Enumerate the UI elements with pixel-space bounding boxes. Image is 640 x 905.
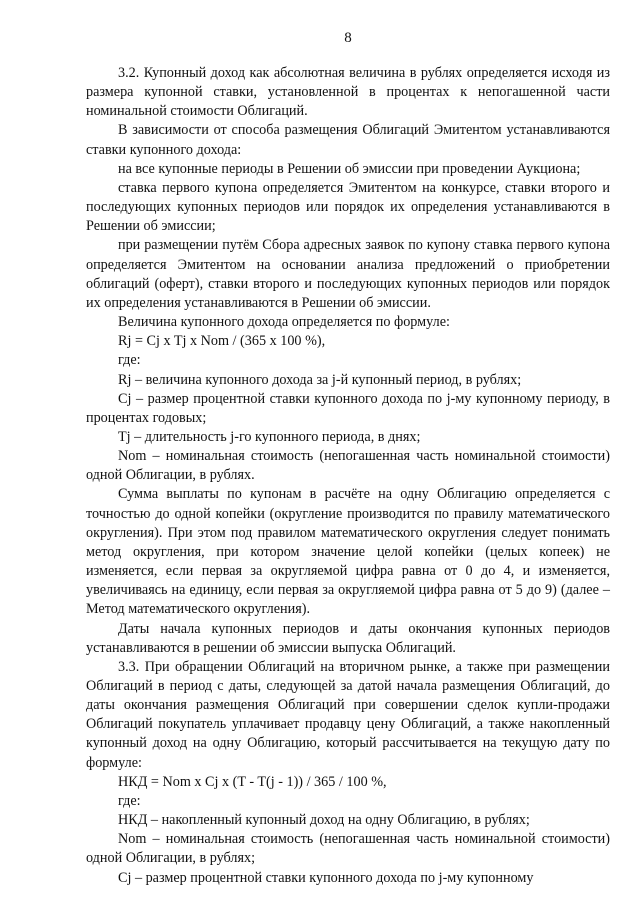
paragraph: 3.3. При обращении Облигаций на вторичном рынке, а также при размещении Облигаций в период с даты, следующей за датой начала размещения Облигаций, до даты окончания размещения Облигаций при совершении сделок купли-продажи Облигаций покупатель уплачивает продавцу цену Облигаций, а также накопленный купонный доход на одну Облигацию, который рассчитывается на текущую дату по формуле: bbox=[86, 658, 610, 771]
paragraph: Величина купонного дохода определяется по формуле: bbox=[118, 314, 450, 331]
paragraph: 3.2. Купонный доход как абсолютная величина в рублях определяется исходя из размера купонной ставки, установленной в процентах к непогашенной части номинальной стоимости Облигаций. bbox=[86, 65, 610, 120]
where-label: где: bbox=[118, 792, 141, 809]
paragraph: Даты начала купонных периодов и даты окончания купонных периодов устанавливаются в решении об эмиссии выпуска Облигаций. bbox=[86, 620, 610, 656]
document-body bbox=[86, 64, 610, 888]
where-label: где: bbox=[118, 352, 141, 369]
paragraph: ставка первого купона определяется Эмитентом на конкурсе, ставки второго и последующих купонных периодов или порядок их определения устанавливаются в Решении об эмиссии; bbox=[86, 179, 610, 235]
page-number: 8 bbox=[344, 30, 352, 46]
paragraph: Cj – размер процентной ставки купонного дохода по j-му купонному bbox=[118, 869, 534, 886]
paragraph: Cj – размер процентной ставки купонного дохода по j-му купонному периоду, в процентах годовых; bbox=[86, 390, 610, 426]
formula-line: НКД = Nom x Cj x (T - T(j - 1)) / 365 / 100 %, bbox=[118, 773, 387, 790]
paragraph: НКД – накопленный купонный доход на одну Облигацию, в рублях; bbox=[118, 812, 530, 829]
paragraph: Сумма выплаты по купонам в расчёте на одну Облигацию определяется с точностью до одной копейки (округление производится по правилу математического округления). При этом под правилом математического округления следует понимать метод округления, при котором значение целой копейки (целых копеек) не изменяется, если первая за округляемой цифра равна от 0 до 4, и изменяется, увеличиваясь на единицу, если первая за округляемой цифра равна от 5 до 9) (далее – Метод математического округления). bbox=[86, 486, 610, 618]
formula-line: Rj = Cj x Tj x Nom / (365 x 100 %), bbox=[118, 333, 326, 350]
paragraph: Nom – номинальная стоимость (непогашенная часть номинальной стоимости) одной Облигации, в рублях; bbox=[86, 831, 610, 867]
paragraph: Nom – номинальная стоимость (непогашенная часть номинальной стоимости) одной Облигации, в рублях. bbox=[86, 448, 610, 484]
paragraph: при размещении путём Сбора адресных заявок по купону ставка первого купона определяется Эмитентом на основании анализа предложений о приобретении облигаций (оферт), ставки второго и последующих купонных периодов или порядок их определения устанавливаются в Решении об эмиссии. bbox=[86, 237, 610, 311]
paragraph: на все купонные периоды в Решении об эмиссии при проведении Аукциона; bbox=[118, 160, 581, 177]
paragraph: Tj – длительность j-го купонного периода, в днях; bbox=[118, 428, 421, 445]
paragraph: Rj – величина купонного дохода за j-й купонный период, в рублях; bbox=[118, 371, 522, 388]
paragraph: В зависимости от способа размещения Облигаций Эмитентом устанавливаются ставки купонного дохода: bbox=[86, 122, 610, 158]
